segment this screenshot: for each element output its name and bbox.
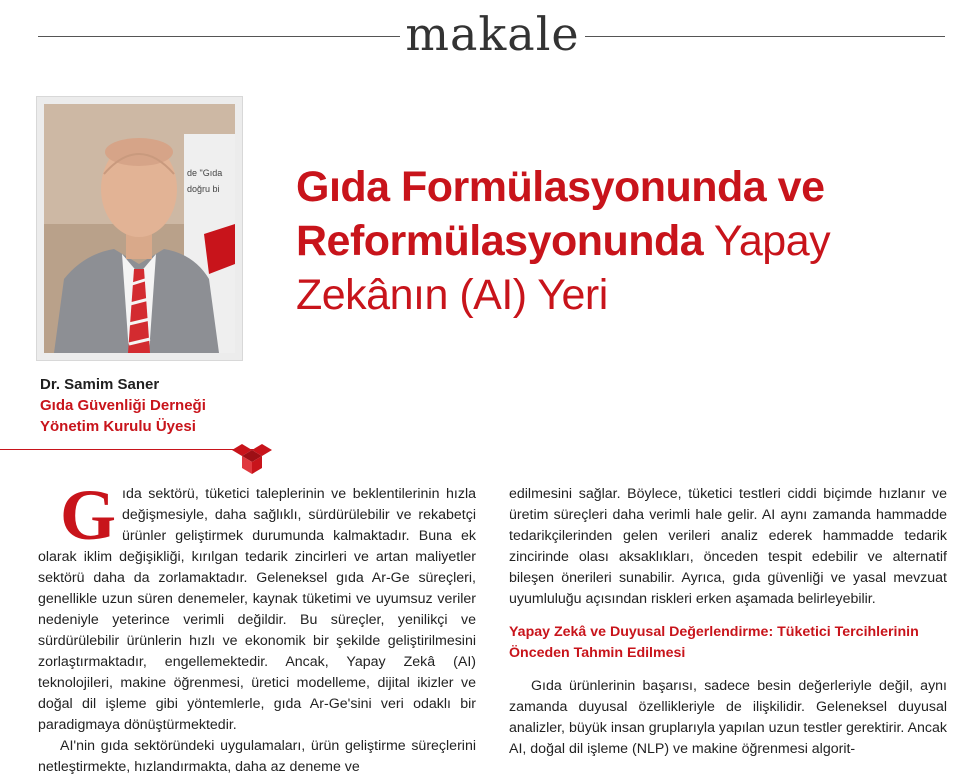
body-column-left — [38, 475, 476, 778]
drop-cap: G — [60, 475, 117, 555]
right-paragraph-2: Gıda ürünlerinin başarısı, sadece besin değerleriyle değil, aynı zamanda duyusal özellikleriyle de ilişkilidir. Geleneksel duyusal analizler, büyük insan gruplarıyla yapılan uzun testler gerektirir. Ancak AI, doğal dil işleme (NLP) ve makine öğrenmesi algorit- — [509, 678, 947, 757]
title-light-line3: Zekânın (AI) Yeri — [296, 271, 608, 319]
author-photo — [37, 97, 242, 360]
portrait-image — [44, 104, 235, 353]
subheading: Yapay Zekâ ve Duyusal Değerlendirme: Tüketici Tercihlerinin Önceden Tahmin Edilmesi — [509, 624, 919, 661]
accent-divider — [0, 449, 268, 450]
left-paragraph-1: ıda sektörü, tüketici taleplerinin ve beklentilerinin hızla değişmesiyle, daha sağlıklı, sürdürülebilir ve rekabetçi ürünler geliştirmek durumunda kalmaktadır. Buna ek olarak iklim değişikliği, kırılgan tedarik zincirleri ve artan maliyetler sektörü daha da zorlamaktadır. Geleneksel gıda Ar-Ge süreçleri, genellikle uzun süren denemeler, kaynak tüketimi ve uyumsuz veriler nedeniyle yeterince verimli değildir. Bu süreçler, yenilikçi ve sürdürülebilir ürünlerin hızlı ve ekonomik bir şekilde geliştirilmesini zorlaştırmaktadır, engellemektedir. Ancak, Yapay Zekâ (AI) teknolojileri, makine öğrenmesi, üretici modelleme, dijital ikizler ve doğal dil işleme gibi yöntemlerle, gıda Ar-Ge'sini veri odaklı bir paradigmaya dönüştürmektedir. — [38, 486, 476, 733]
banner-text-1: de "Gıda — [187, 168, 223, 178]
banner-text-2: doğru bi — [187, 184, 220, 194]
author-role-line2: Yönetim Kurulu Üyesi — [40, 418, 196, 435]
title-bold-line2: Reformülasyonunda — [296, 217, 704, 265]
author-name: Dr. Samim Saner — [40, 376, 160, 393]
section-rule-left — [38, 36, 400, 37]
title-bold-line1: Gıda Formülasyonunda ve — [296, 163, 825, 211]
right-paragraph-1: edilmesini sağlar. Böylece, tüketici testleri ciddi biçimde hızlanır ve üretim süreçleri daha verimli hale gelir. AI aynı zamanda hammadde tedarikçilerinden gelen verileri analiz ederek hammadde tedarik zincirinde olası aksaklıkları, önceden tespit edebilir ve alternatif bileşen önerileri sunabilir. Ayrıca, gıda güvenliği ve yasal mevzuat uyumluluğu açısından riskleri erken aşamada belirleyebilir. — [509, 486, 947, 607]
article-title — [296, 160, 946, 322]
section-rule-right — [585, 36, 945, 37]
body-column-right — [509, 484, 947, 760]
cube-ornament-icon — [232, 440, 274, 474]
author-block — [40, 374, 206, 437]
left-paragraph-2: AI'nin gıda sektöründeki uygulamaları, ürün geliştirme süreçlerini netleştirmekte, hızlandırmakta, daha az deneme ve — [38, 738, 476, 775]
section-label: makale — [405, 7, 580, 61]
title-light-tail: Yapay — [703, 217, 831, 265]
paragraph — [38, 475, 476, 736]
author-role-line1: Gıda Güvenliği Derneği — [40, 397, 206, 414]
